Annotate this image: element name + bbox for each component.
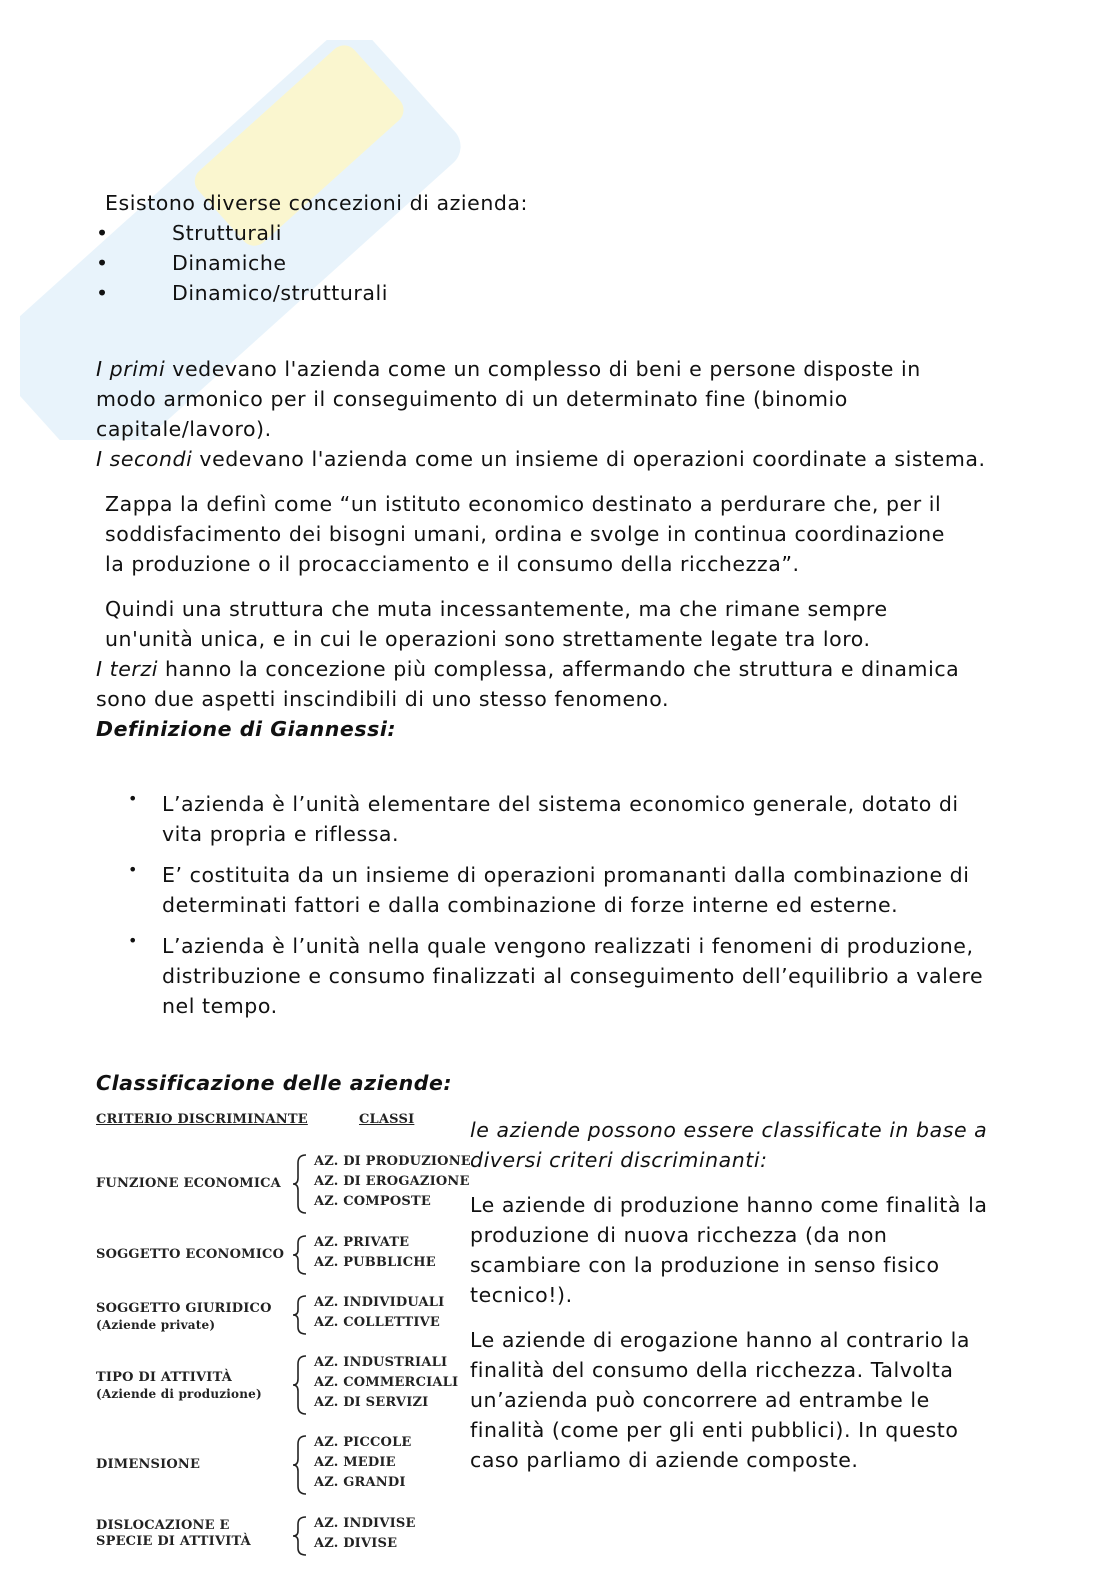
side-intro-line1: le aziende possono essere classificate in base a bbox=[470, 1118, 988, 1142]
classi-dimensione: AZ. PICCOLE AZ. MEDIE AZ. GRANDI bbox=[314, 1435, 412, 1490]
zappa-line2: soddisfacimento dei bisogni umani, ordina e svolge in continua coordinazione bbox=[105, 522, 945, 546]
terzi-line2: sono due aspetti inscindibili di uno stesso fenomeno. bbox=[96, 687, 670, 711]
quindi-line1: Quindi una struttura che muta incessantemente, ma che rimane sempre bbox=[105, 597, 888, 621]
classi-dislocazione: AZ. INDIVISE AZ. DIVISE bbox=[314, 1516, 416, 1551]
intro-text: Esistono diverse concezioni di azienda: bbox=[105, 191, 529, 215]
giannessi-heading: Definizione di Giannessi: bbox=[96, 717, 397, 741]
brace-icon bbox=[292, 1295, 308, 1335]
primi-paragraph bbox=[96, 354, 986, 474]
zappa-line1: Zappa la definì come “un istituto economico destinato a perdurare che, per il bbox=[105, 492, 942, 516]
header-classi: CLASSI bbox=[359, 1112, 415, 1127]
classification-table bbox=[96, 1108, 476, 1578]
header-criterio: CRITERIO DISCRIMINANTE bbox=[96, 1112, 308, 1127]
brace-icon bbox=[292, 1235, 308, 1275]
classi-soggetto-economico: AZ. PRIVATE AZ. PUBBLICHE bbox=[314, 1235, 436, 1270]
list-item: • L’azienda è l’unità nella quale vengono realizzati i fenomeni di produzione, distribuzione e consumo finalizzati al conseguimento dell’equilibrio a valere nel tempo. bbox=[96, 931, 983, 1021]
secondi-text: vedevano l'azienda come un insieme di operazioni coordinate a sistema. bbox=[192, 447, 986, 471]
primi-label: I primi bbox=[96, 357, 166, 381]
secondi-label: I secondi bbox=[96, 447, 193, 471]
classificazione-side-text: le aziende possono essere classificate in base a diversi criteri discriminanti: Le aziende di produzione hanno come finalità la produzione di nuova ricchezza (da non scambiare con la produzione in senso fisico tecnico!). Le aziende di erogazione hanno al contrario la finalità del consumo della ricchezza. Talvolta un’azienda può concorrere ad entrambe le finalità (come per gli enti pubblici). In questo caso parliamo di aziende composte. bbox=[470, 1115, 987, 1475]
criterio-soggetto-economico: SOGGETTO ECONOMICO bbox=[96, 1247, 285, 1262]
criterio-dimensione: DIMENSIONE bbox=[96, 1457, 201, 1472]
list-item: • Strutturali bbox=[96, 218, 388, 248]
side-intro-line2: diversi criteri discriminanti: bbox=[470, 1148, 768, 1172]
brace-icon bbox=[292, 1154, 308, 1214]
criterio-dislocazione: DISLOCAZIONE E SPECIE DI ATTIVITÀ bbox=[96, 1518, 251, 1549]
brace-icon bbox=[292, 1355, 308, 1415]
criterio-soggetto-giuridico: SOGGETTO GIURIDICO (Aziende private) bbox=[96, 1301, 272, 1332]
criterio-funzione-economica: FUNZIONE ECONOMICA bbox=[96, 1176, 281, 1191]
classi-funzione-economica: AZ. DI PRODUZIONE AZ. DI EROGAZIONE AZ. COMPOSTE bbox=[314, 1154, 471, 1209]
criterio-tipo-attivita: TIPO DI ATTIVITÀ (Aziende di produzione) bbox=[96, 1370, 262, 1401]
terzi-text: hanno la concezione più complessa, affermando che struttura e dinamica bbox=[157, 657, 960, 681]
quindi-paragraph bbox=[105, 594, 888, 654]
primi-line2: modo armonico per il conseguimento di un determinato fine (binomio bbox=[96, 387, 848, 411]
primi-line1: vedevano l'azienda come un complesso di beni e persone disposte in bbox=[165, 357, 921, 381]
list-item: • E’ costituita da un insieme di operazioni promananti dalla combinazione di determinati fattori e dalla combinazione di forze interne ed esterne. bbox=[96, 860, 983, 920]
quindi-line2: un'unità unica, e in cui le operazioni sono strettamente legate tra loro. bbox=[105, 627, 871, 651]
classificazione-heading: Classificazione delle aziende: bbox=[96, 1071, 453, 1095]
brace-icon bbox=[292, 1516, 308, 1556]
terzi-paragraph bbox=[96, 654, 959, 744]
primi-line3: capitale/lavoro). bbox=[96, 417, 272, 441]
list-item: • Dinamiche bbox=[96, 248, 388, 278]
terzi-label: I terzi bbox=[96, 657, 158, 681]
concezioni-list bbox=[96, 218, 388, 308]
brace-icon bbox=[292, 1435, 308, 1495]
classi-tipo-attivita: AZ. INDUSTRIALI AZ. COMMERCIALI AZ. DI SERVIZI bbox=[314, 1355, 459, 1410]
giannessi-list bbox=[96, 789, 983, 1032]
list-item: • Dinamico/strutturali bbox=[96, 278, 388, 308]
zappa-paragraph bbox=[105, 489, 945, 579]
list-item: • L’azienda è l’unità elementare del sistema economico generale, dotato di vita propria e riflessa. bbox=[96, 789, 983, 849]
classi-soggetto-giuridico: AZ. INDIVIDUALI AZ. COLLETTIVE bbox=[314, 1295, 445, 1330]
zappa-line3: la produzione o il procacciamento e il consumo della ricchezza”. bbox=[105, 552, 800, 576]
